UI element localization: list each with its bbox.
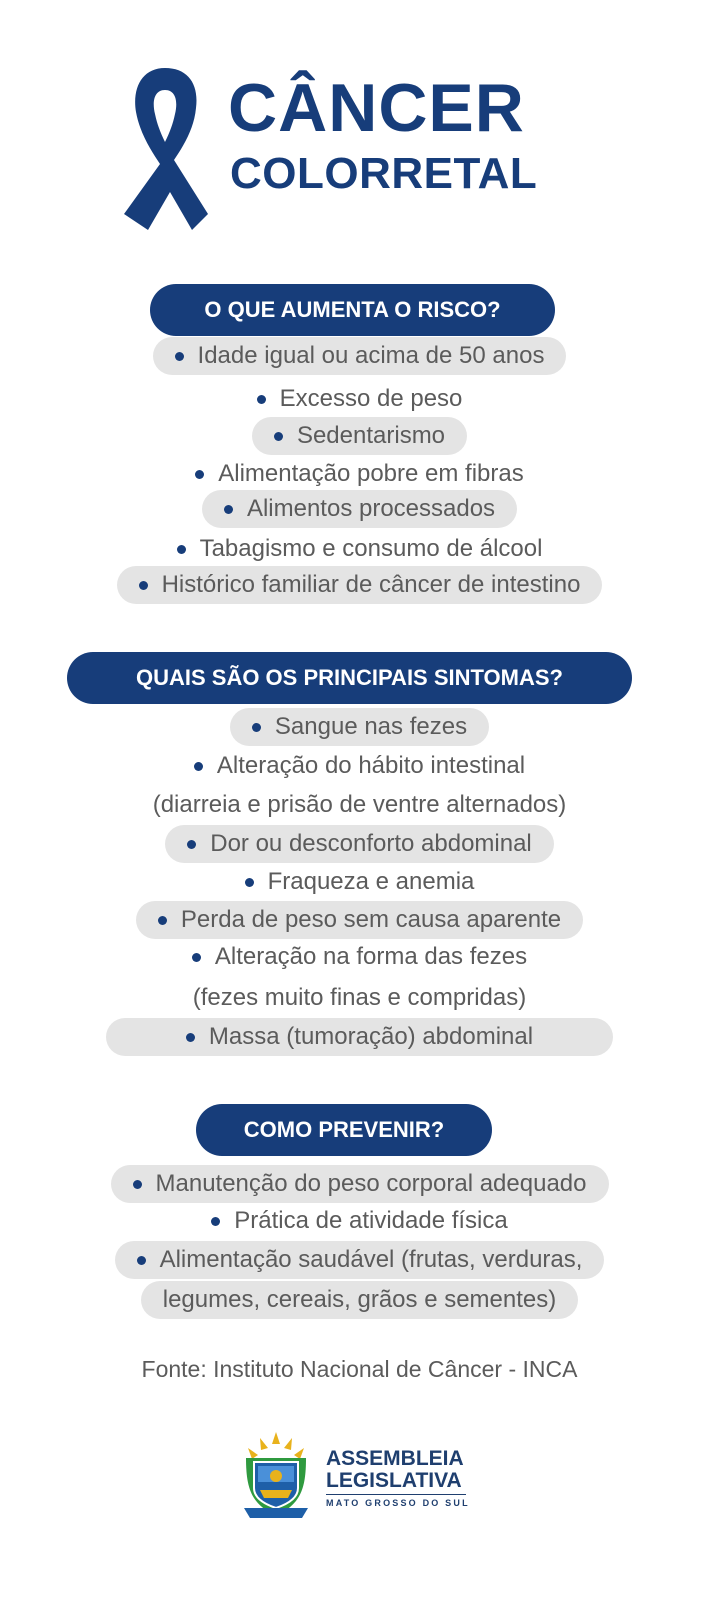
bullet-icon [274, 432, 283, 441]
bullet-icon [186, 1033, 195, 1042]
section-heading-risk: O QUE AUMENTA O RISCO? [150, 284, 555, 336]
bullet-icon [192, 953, 201, 962]
title-line-2: COLORRETAL [230, 149, 538, 198]
bullet-icon [257, 395, 266, 404]
logo-divider [326, 1494, 466, 1495]
list-item: Dor ou desconforto abdominal [165, 825, 554, 863]
list-item: Massa (tumoração) abdominal [106, 1018, 613, 1056]
bullet-icon [194, 762, 203, 771]
list-item: Excesso de peso [235, 380, 485, 418]
awareness-ribbon-icon [120, 64, 210, 230]
list-item: Alimentação saudável (frutas, verduras, [115, 1241, 605, 1279]
list-item: Perda de peso sem causa aparente [136, 901, 583, 939]
list-item: Histórico familiar de câncer de intestino [117, 566, 603, 604]
section-heading-symptoms: QUAIS SÃO OS PRINCIPAIS SINTOMAS? [67, 652, 632, 704]
list-item: Fraqueza e anemia [223, 863, 497, 901]
bullet-icon [137, 1256, 146, 1265]
bullet-icon [158, 916, 167, 925]
list-item: Alteração do hábito intestinal [172, 747, 547, 785]
logo-line-1: ASSEMBLEIA [326, 1447, 464, 1470]
bullet-icon [224, 505, 233, 514]
section-heading-prevention: COMO PREVENIR? [196, 1104, 492, 1156]
bullet-icon [187, 840, 196, 849]
logo-line-2: LEGISLATIVA [326, 1469, 462, 1492]
list-item: Prática de atividade física [189, 1202, 529, 1240]
state-coat-of-arms-icon [238, 1430, 314, 1522]
bullet-icon [175, 352, 184, 361]
list-item: Alteração na forma das fezes [170, 938, 549, 976]
bullet-icon [139, 581, 148, 590]
list-item: Alimentação pobre em fibras [173, 455, 545, 493]
list-item-continuation: (diarreia e prisão de ventre alternados) [152, 791, 567, 818]
bullet-icon [245, 878, 254, 887]
source-citation: Fonte: Instituto Nacional de Câncer - INCA [141, 1356, 578, 1382]
title-line-1: CÂNCER [228, 70, 525, 146]
list-item: Sedentarismo [252, 417, 467, 455]
bullet-icon [195, 470, 204, 479]
logo-line-3: MATO GROSSO DO SUL [326, 1498, 470, 1508]
bullet-icon [211, 1217, 220, 1226]
list-item-continuation: (fezes muito finas e compridas) [192, 984, 527, 1011]
bullet-icon [177, 545, 186, 554]
list-item: Manutenção do peso corporal adequado [111, 1165, 609, 1203]
list-item: Alimentos processados [202, 490, 517, 528]
bullet-icon [252, 723, 261, 732]
list-item: Sangue nas fezes [230, 708, 489, 746]
list-item: Idade igual ou acima de 50 anos [153, 337, 567, 375]
list-item: Tabagismo e consumo de álcool [155, 530, 565, 568]
bullet-icon [133, 1180, 142, 1189]
list-item-continuation: legumes, cereais, grãos e sementes) [141, 1281, 579, 1319]
